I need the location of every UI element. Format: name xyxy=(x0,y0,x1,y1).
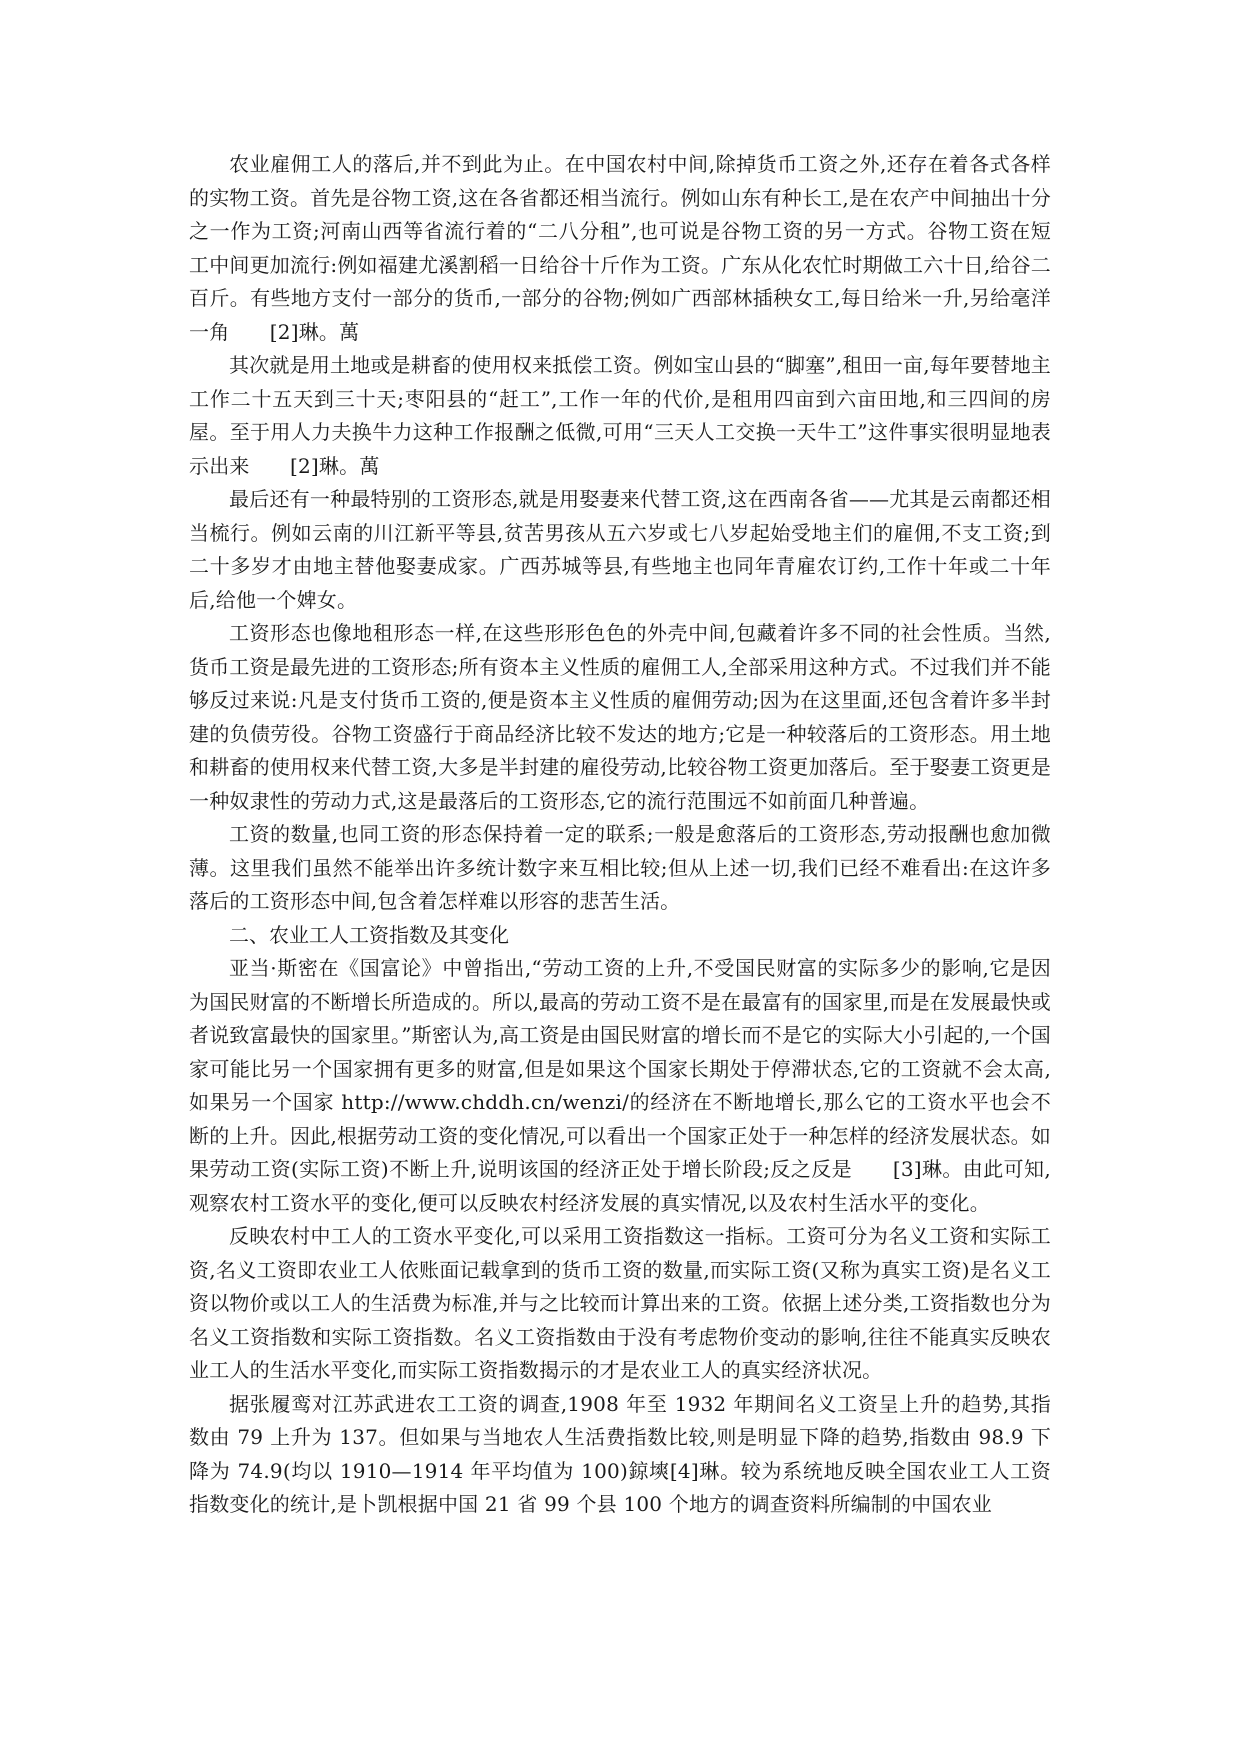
paragraph-wujin-survey: 据张履鸾对江苏武进农工工资的调查,1908 年至 1932 年期间名义工资呈上升的趋势,其指数由 79 上升为 137。但如果与当地农人生活费指数比较,则是明显下降的趋势,指数由 98.9 下降为 74.9(均以 1910—1914 年平均值为 100)鍄塽[4]琳。较为系统地反映全国农业工人工资指数变化的统计,是卜凯根据中国 21 省 99 个县 100 个地方的调查资料所编制的中国农业 xyxy=(189,1391,1051,1516)
paragraph-grain-wages: 农业雇佣工人的落后,并不到此为止。在中国农村中间,除掉货币工资之外,还存在着各式各样的实物工资。首先是谷物工资,这在各省都还相当流行。例如山东有种长工,是在农产中间抽出十分之一作为工资;河南山西等省流行着的“二八分租”,也可说是谷物工资的另一方式。谷物工资在短工中间更加流行:例如福建尤溪割稻一日给谷十斤作为工资。广东从化农忙时期做工六十日,给谷二百斤。有些地方支付一部分的货币,一部分的谷物;例如广西部林插秧女工,每日给米一升,另给毫洋一角 [2]琳。萬 xyxy=(189,152,1051,344)
paragraph-wage-index: 反映农村中工人的工资水平变化,可以采用工资指数这一指标。工资可分为名义工资和实际工资,名义工资即农业工人依账面记载拿到的货币工资的数量,而实际工资(又称为真实工资)是名义工资以物价或以工人的生活费为标准,并与之比较而计算出来的工资。依据上述分类,工资指数也分为名义工资指数和实际工资指数。名义工资指数由于没有考虑物价变动的影响,往往不能真实反映农业工人的生活水平变化,而实际工资指数揭示的才是农业工人的真实经济状况。 xyxy=(189,1224,1051,1382)
section-heading: 二、农业工人工资指数及其变化 xyxy=(229,922,509,947)
paragraph-wage-amount: 工资的数量,也同工资的形态保持着一定的联系;一般是愈落后的工资形态,劳动报酬也愈加微薄。这里我们虽然不能举出许多统计数字来互相比较;但从上述一切,我们已经不难看出:在这许多落后的工资形态中间,包含着怎样难以形容的悲苦生活。 xyxy=(189,822,1051,913)
paragraph-land-use-wages: 其次就是用土地或是耕畜的使用权来抵偿工资。例如宝山县的“脚塞”,租田一亩,每年要替地主工作二十五天到三十天;枣阳县的“赶工”,工作一年的代价,是租用四亩到六亩田地,和三四间的房屋。至于用人力夫换牛力这种工作报酬之低微,可用“三天人工交换一天牛工”这件事实很明显地表示出来 [2]琳。萬 xyxy=(189,353,1051,478)
paragraph-marriage-wages: 最后还有一种最特别的工资形态,就是用娶妻来代替工资,这在西南各省——尤其是云南都还相当梳行。例如云南的川江新平等县,贫苦男孩从五六岁或七八岁起始受地主们的雇佣,不支工资;到二十多岁才由地主替他娶妻成家。广西苏城等县,有些地主也同年青雇农订约,工作十年或二十年后,给他一个婢女。 xyxy=(189,487,1051,612)
paragraph-adam-smith: 亚当·斯密在《国富论》中曾指出,“劳动工资的上升,不受国民财富的实际多少的影响,它是因为国民财富的不断增长所造成的。所以,最高的劳动工资不是在最富有的国家里,而是在发展最快或者说致富最快的国家里。”斯密认为,高工资是由国民财富的增长而不是它的实际大小引起的,一个国家可能比另一个国家拥有更多的财富,但是如果这个国家长期处于停滞状态,它的工资就不会太高,如果另一个国家 http://www.chddh.cn/wenzi/的经济在不断地增长,那么它的工资水平也会不断的上升。因此,根据劳动工资的变化情况,可以看出一个国家正处于一种怎样的经济发展状态。如果劳动工资(实际工资)不断上升,说明该国的经济正处于增长阶段;反之反是 [3]琳。由此可知,观察农村工资水平的变化,便可以反映农村经济发展的真实情况,以及农村生活水平的变化。 xyxy=(189,956,1051,1215)
document-page xyxy=(189,148,1051,1522)
paragraph-wage-forms: 工资形态也像地租形态一样,在这些形形色色的外壳中间,包藏着许多不同的社会性质。当然,货币工资是最先进的工资形态;所有资本主义性质的雇佣工人,全部采用这种方式。不过我们并不能够反过来说:凡是支付货币工资的,便是资本主义性质的雇佣劳动;因为在这里面,还包含着许多半封建的负债劳役。谷物工资盛行于商品经济比较不发达的地方;它是一种较落后的工资形态。用土地和耕畜的使用权来代替工资,大多是半封建的雇役劳动,比较谷物工资更加落后。至于娶妻工资更是一种奴隶性的劳动力式,这是最落后的工资形态,它的流行范围远不如前面几种普遍。 xyxy=(189,621,1051,813)
